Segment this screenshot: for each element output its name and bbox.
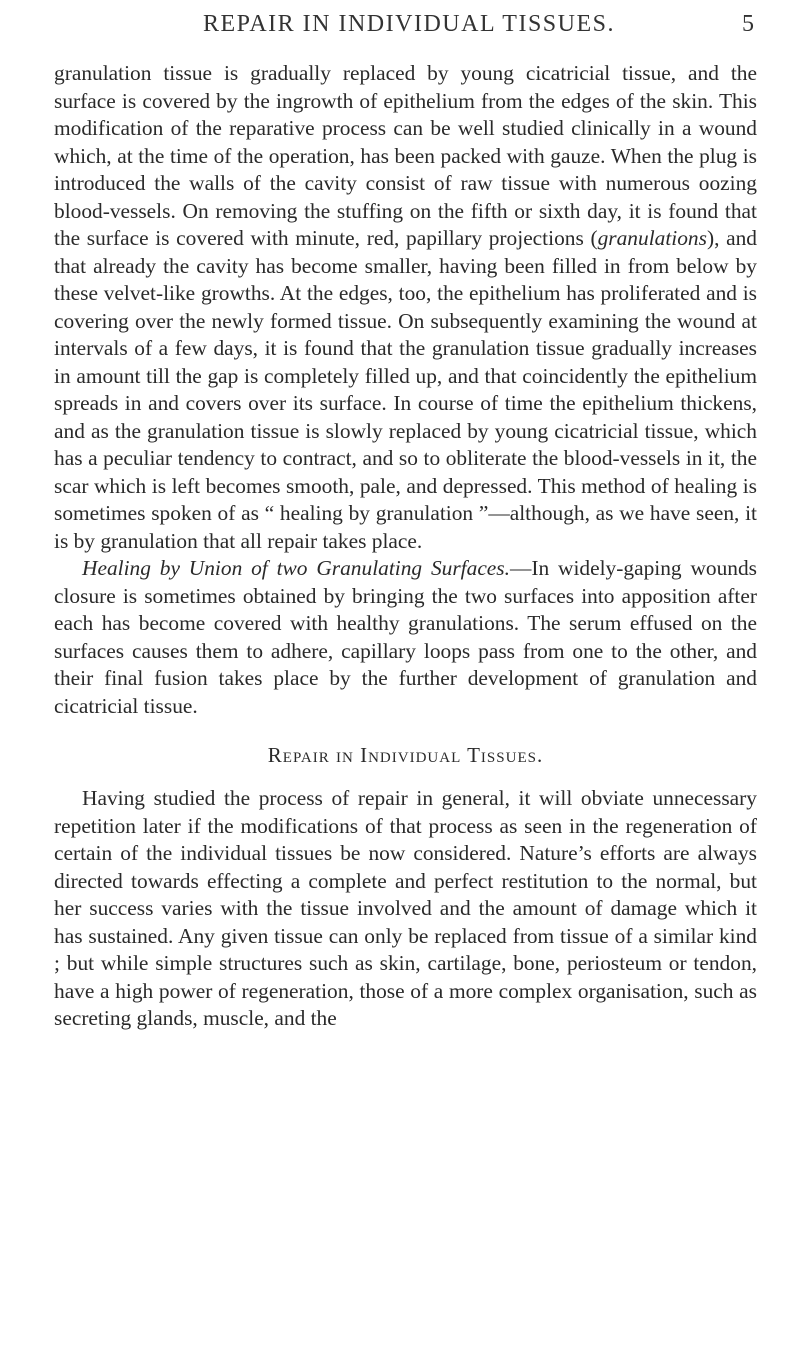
running-title: REPAIR IN INDIVIDUAL TISSUES. bbox=[203, 11, 615, 37]
paragraph-union-granulating-surfaces bbox=[54, 555, 757, 720]
paragraph-text: —In widely-gaping wounds closure is sometimes obtained by bringing the two surfaces into apposition after each has become covered with healthy granulations. The serum effused on the surfaces causes them to adhere, capillary loops pass from one to the other, and their final fusion takes place by the further development of granulation and cicatricial tissue. bbox=[54, 556, 757, 718]
page-number: 5 bbox=[742, 11, 754, 37]
paragraph-individual-tissues: Having studied the process of repair in general, it will obviate unnecessary repetition later if the modifications of that process as seen in the regeneration of certain of the individual tissues be now considered. Nature’s efforts are always directed towards effecting a complete and perfect restitution to the normal, but her success varies with the tissue involved and the amount of damage which it has sustained. Any given tissue can only be replaced from tissue of a similar kind ; but while simple structures such as skin, cartilage, bone, periosteum or tendon, have a high power of regeneration, those of a more complex organisation, such as secreting glands, muscle, and the bbox=[54, 786, 757, 1030]
section-heading: Repair in Individual Tissues. bbox=[267, 743, 544, 767]
body-text bbox=[54, 60, 757, 1033]
paragraph-text: granulation tissue is gradually replaced by young cicatricial tissue, and the surface is covered by the ingrowth of epithelium from the edges of the skin. This modification of the reparative process can be well studied clinically in a wound which, at the time of the operation, has been packed with gauze. When the plug is introduced the walls of the cavity consist of raw tissue with numerous oozing blood-vessels. On removing the stuffing on the fifth or sixth day, it is found that the surface is covered with minute, red, papillary projections ( bbox=[54, 61, 757, 250]
running-head bbox=[64, 4, 754, 44]
subsection-title: Healing by Union of two Granulating Surfaces. bbox=[82, 556, 510, 580]
paragraph-text-continued: ), and that already the cavity has become smaller, having been filled in from below by these velvet-like growths. At the edges, too, the epithelium has proliferated and is covering over the newly formed tissue. On subsequently examining the wound at intervals of a few days, it is found that the granulation tissue gradually increases in amount till the gap is completely filled up, and that coincidently the epithelium spreads in and covers over its surface. In course of time the epithelium thickens, and as the granulation tissue is slowly replaced by young cicatricial tissue, which has a peculiar tendency to contract, and so to obliterate the blood-vessels in it, the scar which is left becomes smooth, pale, and depressed. This method of healing is sometimes spoken of as “ healing by granulation ”—although, as we have seen, it is by granulation that all repair takes place. bbox=[54, 226, 757, 553]
paragraph-granulation-healing bbox=[54, 60, 757, 555]
italic-term: granulations bbox=[597, 226, 707, 250]
